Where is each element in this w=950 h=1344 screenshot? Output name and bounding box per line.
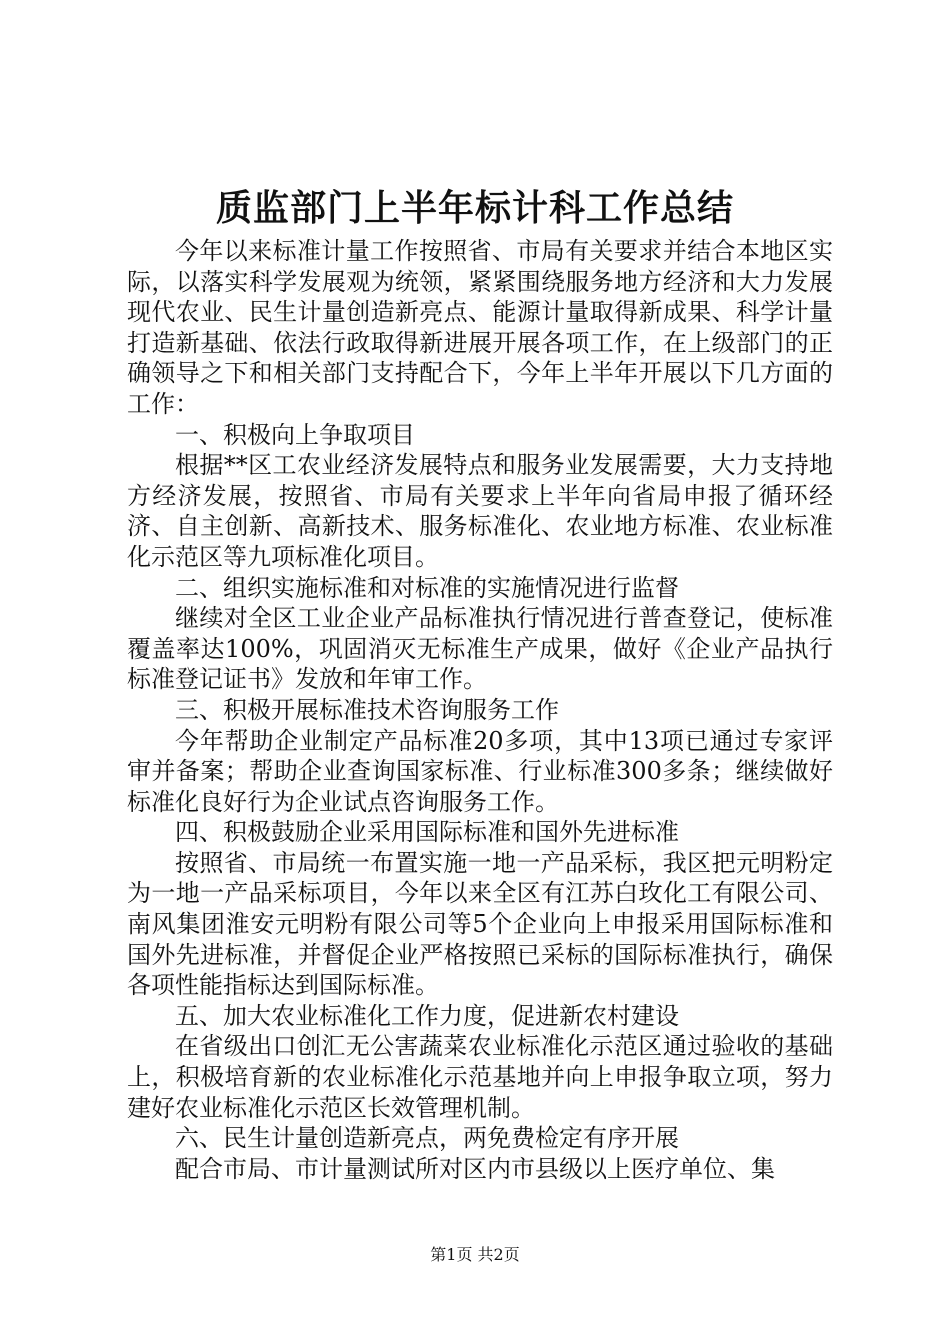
page-number-footer: 第1页 共2页 [430, 1245, 520, 1264]
section-body-4: 按照省、市局统一布置实施一地一产品采标，我区把元明粉定为一地一产品采标项目，今年以来全区有江苏白玫化工有限公司、南风集团淮安元明粉有限公司等5个企业向上申报采用国际标准和国外先进标准，并督促企业严格按照已采标的国际标准执行，确保各项性能指标达到国际标准。 [127, 848, 833, 1000]
section-body-5: 在省级出口创汇无公害蔬菜农业标准化示范区通过验收的基础上，积极培育新的农业标准化示范基地并向上申报争取立项，努力建好农业标准化示范区长效管理机制。 [127, 1032, 833, 1122]
section-heading-5: 五、加大农业标准化工作力度，促进新农村建设 [175, 1001, 679, 1030]
section-heading-6: 六、民生计量创造新亮点，两免费检定有序开展 [175, 1124, 679, 1153]
document-title: 质监部门上半年标计科工作总结 [215, 187, 734, 229]
section-body-2: 继续对全区工业企业产品标准执行情况进行普查登记，使标准覆盖率达100%，巩固消灭无标准生产成果，做好《企业产品执行标准登记证书》发放和年审工作。 [127, 604, 833, 694]
section-heading-3: 三、积极开展标准技术咨询服务工作 [175, 695, 559, 724]
section-body-1: 根据**区工农业经济发展特点和服务业发展需要，大力支持地方经济发展，按照省、市局有关要求上半年向省局申报了循环经济、自主创新、高新技术、服务标准化、农业地方标准、农业标准化示范区等九项标准化项目。 [127, 451, 833, 571]
section-body-6: 配合市局、市计量测试所对区内市县级以上医疗单位、集 [175, 1154, 775, 1183]
document-body [127, 236, 833, 1184]
section-heading-1: 一、积极向上争取项目 [175, 420, 415, 449]
section-body-3: 今年帮助企业制定产品标准20多项，其中13项已通过专家评审并备案；帮助企业查询国家标准、行业标准300多条；继续做好标准化良好行为企业试点咨询服务工作。 [127, 726, 833, 816]
section-heading-2: 二、组织实施标准和对标准的实施情况进行监督 [175, 573, 679, 602]
section-heading-4: 四、积极鼓励企业采用国际标准和国外先进标准 [175, 818, 679, 847]
intro-paragraph: 今年以来标准计量工作按照省、市局有关要求并结合本地区实际，以落实科学发展观为统领，紧紧围绕服务地方经济和大力发展现代农业、民生计量创造新亮点、能源计量取得新成果、科学计量打造新基础、依法行政取得新进展开展各项工作，在上级部门的正确领导之下和相关部门支持配合下，今年上半年开展以下几方面的工作： [127, 237, 833, 418]
